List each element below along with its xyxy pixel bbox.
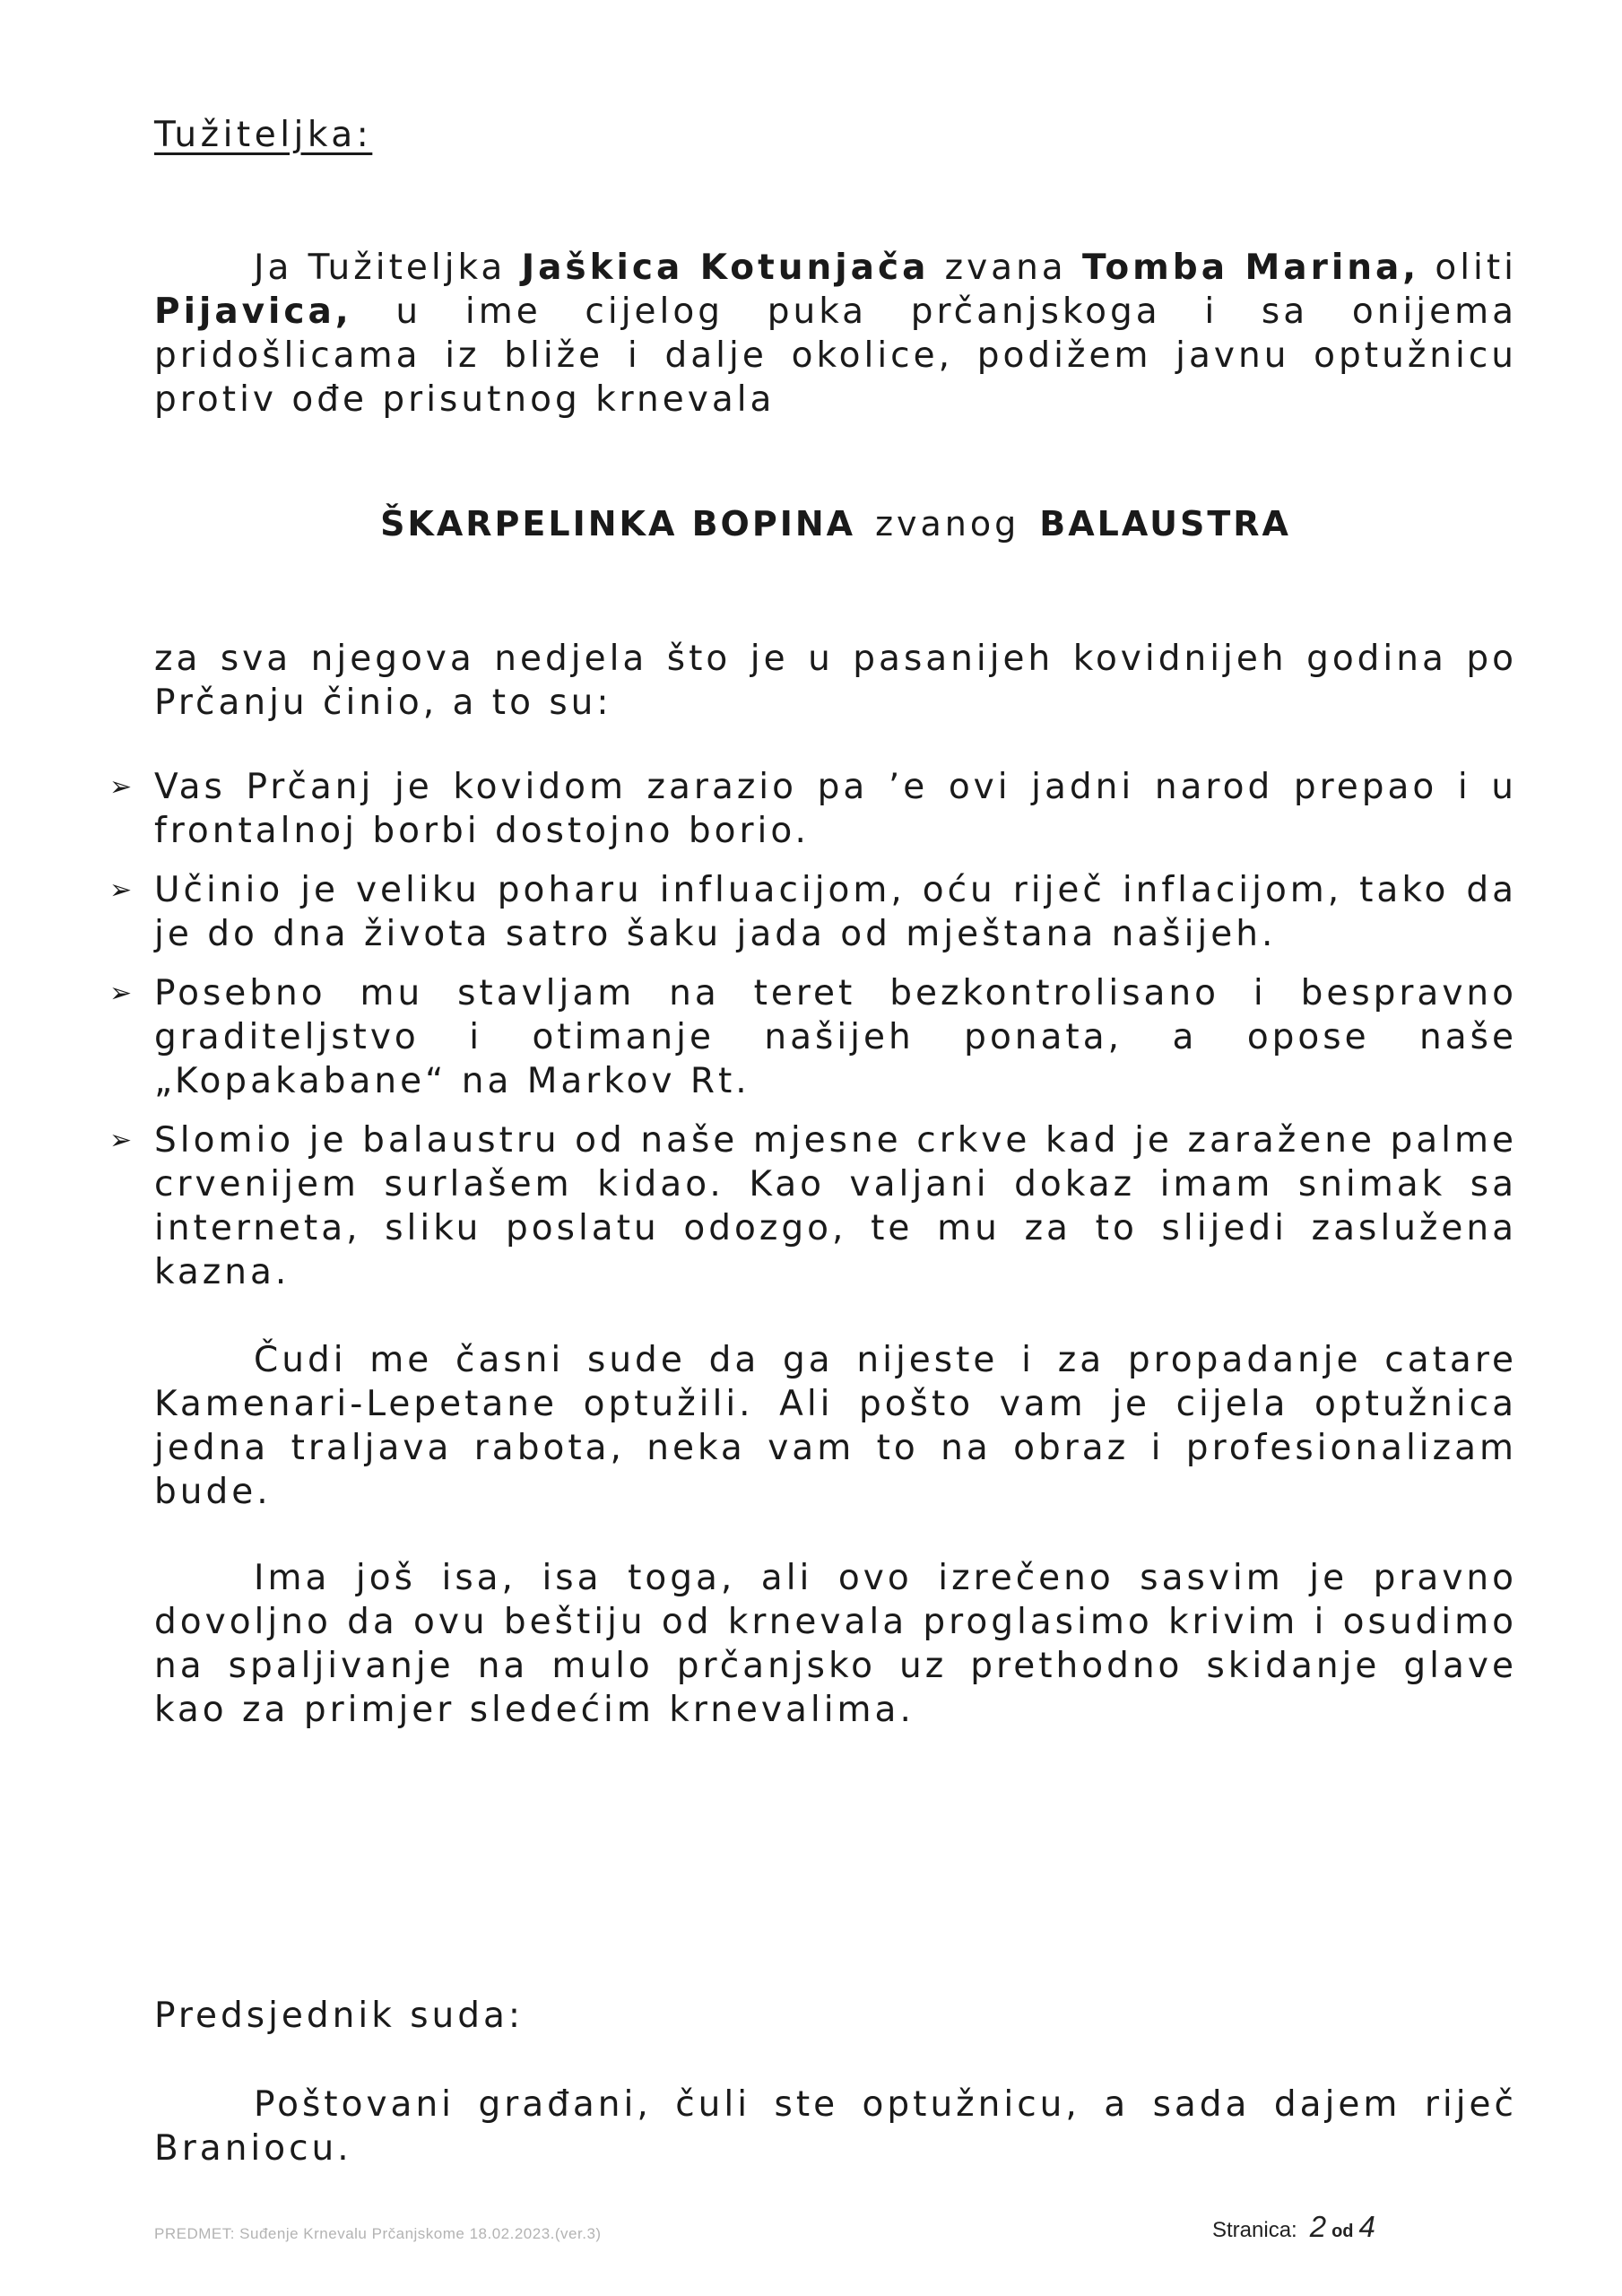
paragraph-verdict-request: Ima još isa, isa toga, ali ovo izrečeno sasvim je pravno dovoljno da ovu beštiju od krnevala proglasimo krivim i osudimo na spaljivanje na mulo prčanjsko uz prethodno skidanje glave kao za primjer sledećim krnevalima.: [154, 1558, 1517, 1730]
prosecutor-alias-2: Pijavica,: [154, 291, 352, 332]
page-total: 4: [1358, 2210, 1375, 2243]
charge-text: Učinio je veliku poharu influacijom, oću riječ inflacijom, tako da je do dna života satro šaku jada od mještana našijeh.: [154, 870, 1517, 954]
paragraph-judge-speech: Poštovani građani, čuli ste optužnicu, a sada dajem riječ Braniocu.: [154, 2084, 1517, 2169]
arrow-bullet-icon: ➢: [109, 771, 133, 803]
judge-heading: Predsjednik suda:: [154, 1996, 525, 2036]
page-number: [1212, 2210, 1375, 2244]
defendant-name: ŠKARPELINKA BOPINA: [380, 504, 856, 544]
list-item: [109, 971, 1517, 1103]
paragraph-court-remark: Čudi me časni sude da ga nijeste i za propadanje catare Kamenari-Lepetane optužili. Ali pošto vam je cijela optužnica jedna traljava rabota, neka vam to na obraz i profesionalizam bude.: [154, 1340, 1517, 1512]
charge-text: Vas Prčanj je kovidom zarazio pa ’e ovi jadni narod prepao i u frontalnoj borbi dostojno borio.: [154, 767, 1517, 851]
page-current: 2: [1309, 2210, 1327, 2243]
charges-list: [109, 765, 1517, 1309]
prosecutor-alias-1: Tomba Marina,: [1081, 248, 1420, 288]
arrow-bullet-icon: ➢: [109, 1125, 133, 1156]
page-separator: od: [1331, 2222, 1354, 2241]
charge-text: Posebno mu stavljam na teret bezkontrolisano i bespravno graditeljstvo i otimanje našijeh ponata, a opose naše „Kopakabane“ na Markov Rt.: [154, 973, 1517, 1101]
footer-subject: PREDMET: Suđenje Krnevalu Prčanjskome 18.02.2023.(ver.3): [154, 2225, 602, 2242]
defendant-name-connector: zvanog: [875, 504, 1020, 544]
intro-text-2: zvana: [929, 248, 1082, 288]
prosecutor-heading: Tužiteljka:: [154, 115, 373, 155]
defendant-name-line: [154, 504, 1517, 544]
charge-text: Slomio je balaustru od naše mjesne crkve kad je zaražene palme crvenijem surlašem kidao. Kao valjani dokaz imam snimak sa interneta, sliku poslatu odozgo, te mu za to slijedi zaslužena kazna.: [154, 1120, 1517, 1292]
intro-paragraph: [154, 246, 1517, 422]
defendant-nickname: BALAUSTRA: [1039, 504, 1291, 544]
list-item: [109, 1118, 1517, 1294]
charges-intro: za sva njegova nedjela što je u pasanijeh kovidnijeh godina po Prčanju činio, a to su:: [154, 639, 1517, 723]
page-label: Stranica:: [1212, 2218, 1297, 2242]
intro-text-3: oliti: [1419, 248, 1517, 288]
intro-text-1: Ja Tužiteljka: [254, 248, 522, 288]
arrow-bullet-icon: ➢: [109, 874, 133, 906]
list-item: [109, 765, 1517, 853]
list-item: [109, 868, 1517, 956]
arrow-bullet-icon: ➢: [109, 978, 133, 1009]
prosecutor-name: Jaškica Kotunjača: [521, 248, 930, 288]
intro-text-4: u ime cijelog puka prčanjskoga i sa onijema pridošlicama iz bliže i dalje okolice, podižem javnu optužnicu protiv ođe prisutnog krnevala: [154, 291, 1517, 420]
